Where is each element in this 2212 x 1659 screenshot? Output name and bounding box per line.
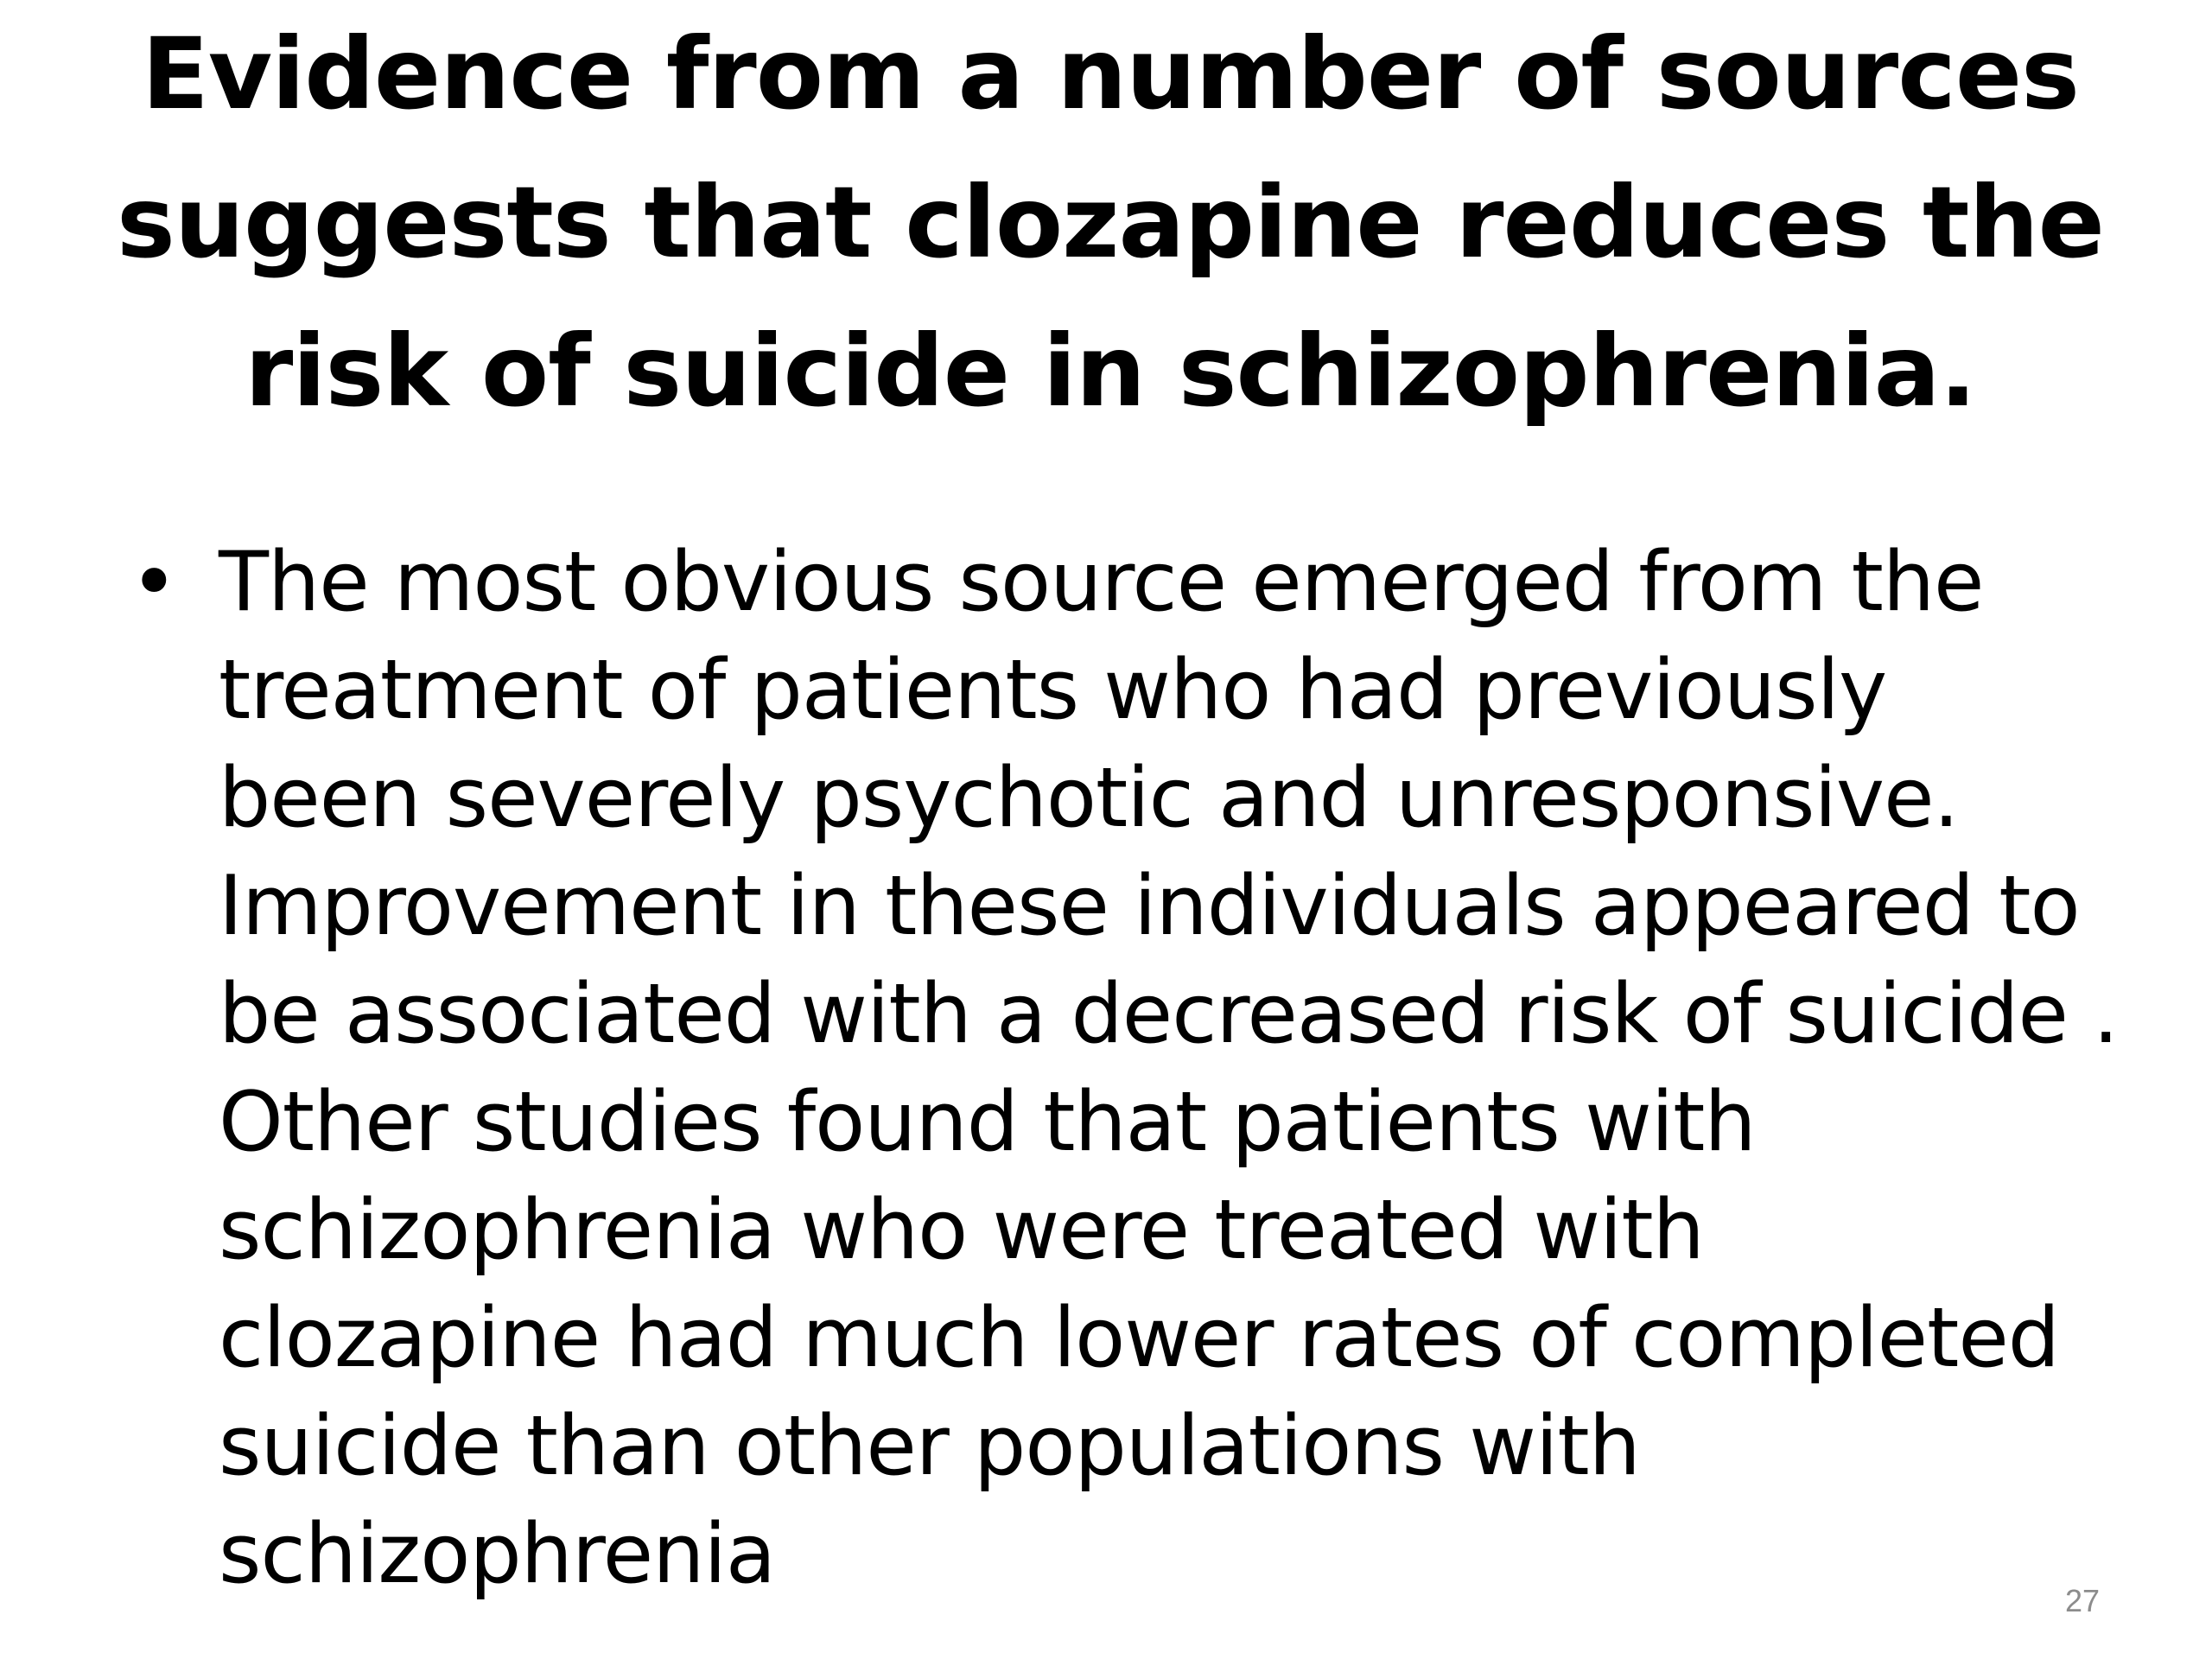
bullet-text-line-4: Improvement in these individuals appeared to [219, 859, 2080, 954]
bullet-text-line-2: treatment of patients who had previously [219, 643, 1887, 738]
slide-title-line-2: suggests that clozapine reduces the [117, 165, 2104, 280]
bullet-text-line-5: be associated with a decreased risk of suicide . [219, 967, 2119, 1062]
bullet-text-line-1: The most obvious source emerged from the [219, 535, 1984, 630]
slide-title-line-3: risk of suicide in schizophrenia. [245, 314, 1976, 429]
bullet-text-line-3: been severely psychotic and unresponsive. [219, 751, 1959, 846]
bullet-text-line-9: suicide than other populations with [219, 1399, 1640, 1494]
bullet-dot-icon: • [130, 534, 179, 631]
bullet-text-line-10: schizophrenia [219, 1507, 776, 1602]
slide-title-line-1: Evidence from a number of sources [142, 16, 2079, 131]
bullet-item [130, 529, 2117, 1609]
bullet-list [130, 529, 2117, 1609]
bullet-text-line-6: Other studies found that patients with [219, 1075, 1756, 1170]
bullet-text-line-7: schizophrenia who were treated with [219, 1183, 1704, 1278]
slide-number: 27 [2064, 1583, 2100, 1618]
slide-title [104, 0, 2117, 446]
bullet-text-line-8: clozapine had much lower rates of completed [219, 1291, 2060, 1386]
